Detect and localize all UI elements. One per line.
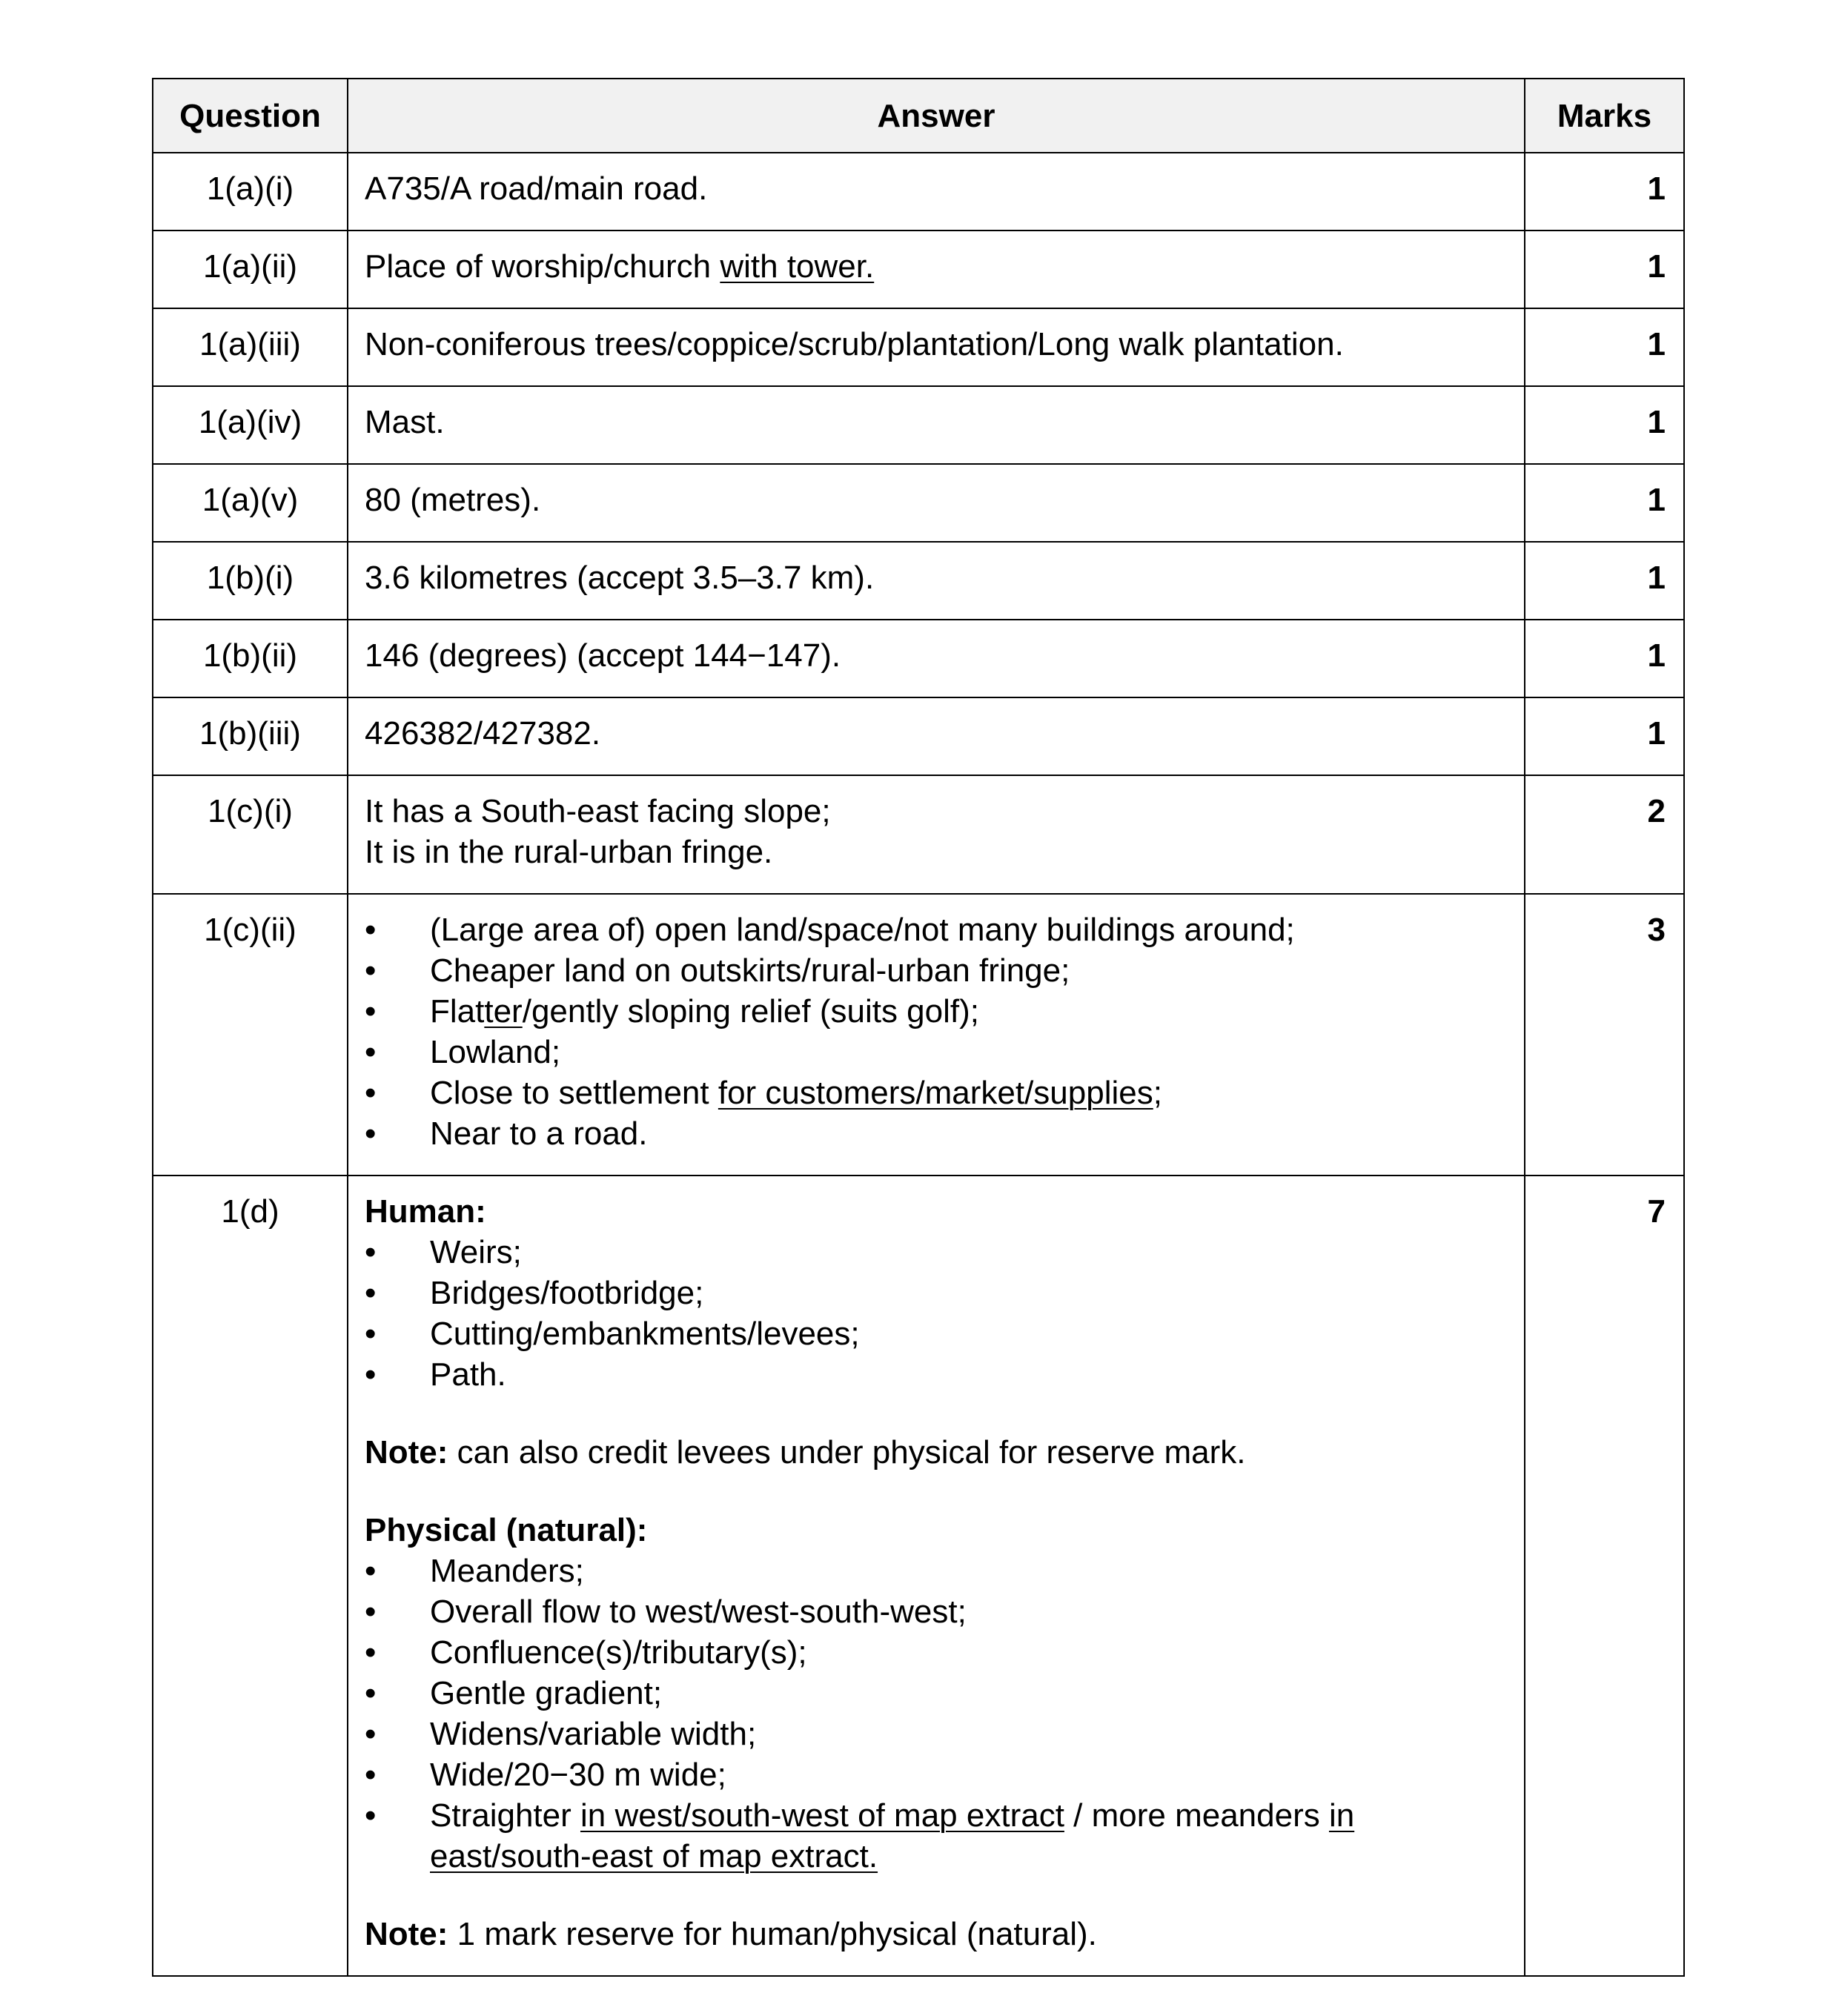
- underlined-text: with tower.: [720, 248, 875, 285]
- spacer: [365, 1473, 1508, 1510]
- marks-cell: 1: [1525, 697, 1684, 775]
- bullet-item: • Cutting/embankments/levees;: [365, 1313, 1508, 1354]
- bullet-item: • Near to a road.: [365, 1113, 1508, 1154]
- text-part: Close to settlement: [430, 1075, 718, 1111]
- note-line: [365, 1432, 1508, 1473]
- question-cell: 1(b)(i): [153, 542, 348, 620]
- answer-cell: 3.6 kilometres (accept 3.5–3.7 km).: [348, 542, 1525, 620]
- bullet-item: • Meanders;: [365, 1551, 1508, 1591]
- spacer: [365, 1395, 1508, 1432]
- answer-cell: Mast.: [348, 386, 1525, 464]
- question-header: Question: [153, 79, 348, 153]
- underlined-text: in east/south-east of map extract.: [430, 1797, 1355, 1874]
- marks-cell: 1: [1525, 464, 1684, 542]
- bullet-item: • Bridges/footbridge;: [365, 1273, 1508, 1313]
- answer-cell: [348, 231, 1525, 308]
- question-cell: 1(a)(iii): [153, 308, 348, 386]
- physical-heading: Physical (natural):: [365, 1512, 648, 1548]
- marks-cell: 1: [1525, 620, 1684, 697]
- answer-cell: 80 (metres).: [348, 464, 1525, 542]
- marks-cell: 1: [1525, 308, 1684, 386]
- bullet-item: • Confluence(s)/tributary(s);: [365, 1632, 1508, 1673]
- answer-cell: 146 (degrees) (accept 144−147).: [348, 620, 1525, 697]
- text-part: / more meanders: [1064, 1797, 1329, 1834]
- bullet-item: • Widens/variable width;: [365, 1714, 1508, 1754]
- table-row: [153, 386, 1684, 464]
- table-row: [153, 231, 1684, 308]
- table-row: [153, 464, 1684, 542]
- bullet-item: • Gentle gradient;: [365, 1673, 1508, 1714]
- question-cell: 1(a)(v): [153, 464, 348, 542]
- question-cell: 1(c)(ii): [153, 894, 348, 1176]
- question-cell: 1(d): [153, 1176, 348, 1976]
- marks-cell: 1: [1525, 231, 1684, 308]
- marks-header: Marks: [1525, 79, 1684, 153]
- header-row: [153, 79, 1684, 153]
- table-row: [153, 153, 1684, 231]
- text-part: ;: [1153, 1075, 1162, 1111]
- marks-cell: 1: [1525, 153, 1684, 231]
- answer-cell: [348, 775, 1525, 894]
- underlined-text: in west/south-west of map extract: [580, 1797, 1064, 1834]
- bullet-item: • Overall flow to west/west-south-west;: [365, 1591, 1508, 1632]
- answer-header: Answer: [348, 79, 1525, 153]
- table-row: [153, 894, 1684, 1176]
- note-text: 1 mark reserve for human/physical (natural).: [448, 1916, 1097, 1952]
- question-cell: 1(a)(i): [153, 153, 348, 231]
- answer-cell: [348, 1176, 1525, 1976]
- bullet-item: • Lowland;: [365, 1032, 1508, 1072]
- question-cell: 1(c)(i): [153, 775, 348, 894]
- marks-cell: 3: [1525, 894, 1684, 1176]
- marks-cell: 2: [1525, 775, 1684, 894]
- mark-scheme-table: [152, 78, 1685, 1977]
- answer-cell: A735/A road/main road.: [348, 153, 1525, 231]
- text-part: /gently sloping relief (suits golf);: [522, 993, 979, 1029]
- note-label: Note:: [365, 1916, 448, 1952]
- bullet-item: [365, 1795, 1508, 1877]
- marks-cell: 7: [1525, 1176, 1684, 1976]
- marks-cell: 1: [1525, 542, 1684, 620]
- answer-line: It is in the rural-urban fringe.: [365, 834, 773, 870]
- note-label: Note:: [365, 1434, 448, 1470]
- question-cell: 1(a)(iv): [153, 386, 348, 464]
- bullet-item: • Weirs;: [365, 1232, 1508, 1273]
- text-part: Flat: [430, 993, 485, 1029]
- note-line: [365, 1914, 1508, 1954]
- bullet-list: [365, 909, 1508, 1154]
- physical-bullet-list: [365, 1551, 1508, 1877]
- table-row: [153, 308, 1684, 386]
- table-row: [153, 775, 1684, 894]
- human-bullet-list: [365, 1232, 1508, 1395]
- spacer: [365, 1877, 1508, 1914]
- answer-line: It has a South-east facing slope;: [365, 793, 831, 829]
- bullet-item: • Wide/20−30 m wide;: [365, 1754, 1508, 1795]
- bullet-item: • Path.: [365, 1354, 1508, 1395]
- text-part: Straighter: [430, 1797, 580, 1834]
- answer-cell: 426382/427382.: [348, 697, 1525, 775]
- marks-cell: 1: [1525, 386, 1684, 464]
- table-row: [153, 620, 1684, 697]
- answer-cell: Non-coniferous trees/coppice/scrub/plantation/Long walk plantation.: [348, 308, 1525, 386]
- question-cell: 1(b)(iii): [153, 697, 348, 775]
- table-row: [153, 697, 1684, 775]
- underlined-text: for customers/market/supplies: [718, 1075, 1153, 1111]
- table-row: [153, 542, 1684, 620]
- question-cell: 1(a)(ii): [153, 231, 348, 308]
- bullet-item: [365, 991, 1508, 1032]
- answer-cell: [348, 894, 1525, 1176]
- bullet-item: [365, 1072, 1508, 1113]
- human-heading: Human:: [365, 1193, 486, 1230]
- answer-text: Place of worship/church: [365, 248, 720, 285]
- bullet-item: • Cheaper land on outskirts/rural-urban fringe;: [365, 950, 1508, 991]
- bullet-item: • (Large area of) open land/space/not many buildings around;: [365, 909, 1508, 950]
- table-row: [153, 1176, 1684, 1976]
- note-text: can also credit levees under physical for reserve mark.: [448, 1434, 1246, 1470]
- underlined-text: ter: [484, 993, 523, 1029]
- question-cell: 1(b)(ii): [153, 620, 348, 697]
